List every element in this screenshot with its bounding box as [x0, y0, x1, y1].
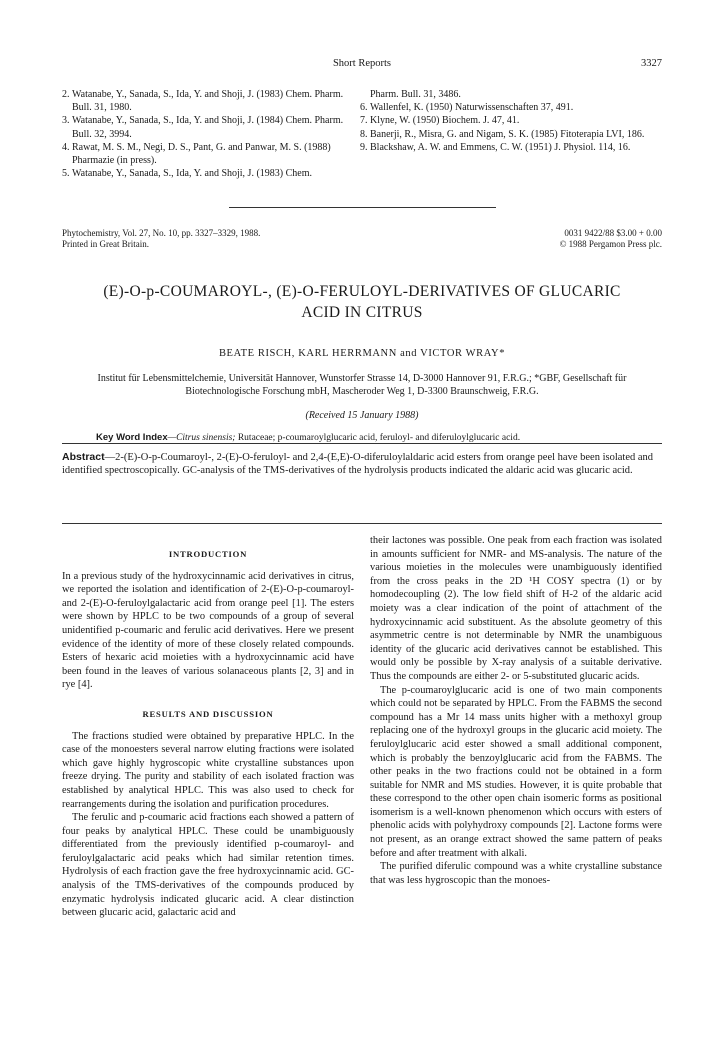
- section-divider: [229, 207, 496, 208]
- introduction-heading: INTRODUCTION: [168, 549, 248, 559]
- results-paragraph: The ferulic and p-coumaric acid fractions each showed a pattern of four peaks by analytical HPLC. These could be unambiguously differentiated from the previously identified p-coumaroyl- and feruloylgalactaric acid peaks which had similar retention times. Hydrolysis of each fraction gave the free hydroxycinnamic acid. GC-analysis of the TMS-derivatives of the compounds produced by enzymatic hydrolysis indicated glucaric acid. A clear distinction between glucaric acid, galactaric acid and: [62, 812, 354, 919]
- abstract-top-rule: [62, 443, 662, 444]
- reference-item: 9. Blackshaw, A. W. and Emmens, C. W. (1951) J. Physiol. 114, 16.: [360, 141, 631, 153]
- reference-column-right: [360, 88, 652, 154]
- body-paragraph: The purified diferulic compound was a white crystalline substance that was less hygroscopic than the monoes-: [370, 861, 662, 886]
- body-paragraph: their lactones was possible. One peak from each fraction was isolated in amounts sufficient for NMR- and MS-analysis. The nature of the various moieties in the molecules were unambiguously identified from the cross peaks in the 2D ¹H COSY spectra (1) or by homodecoupling (2). The low field shift of H-2 of the aldaric acid moiety was a clear indication of the point of attachment of the hydroxycinnamic acid substituent. As the absolute geometry of this asymmetric centre is not determinable by NMR the unambiguous identity of the glucaric acid derivatives cannot be established. This would only be possible by X-ray analysis of a suitable derivative. Thus the compounds are either 2- or 5-substituted glucaric acids.: [370, 535, 662, 682]
- article-title: (E)-O-p-COUMAROYL-, (E)-O-FERULOYL-DERIVATIVES OF GLUCARIC ACID IN CITRUS: [103, 283, 621, 321]
- running-title: Short Reports: [332, 58, 392, 69]
- reference-item: 6. Wallenfel, K. (1950) Naturwissenschaften 37, 491.: [360, 102, 574, 114]
- keywords-label: Key Word Index: [96, 432, 168, 443]
- abstract-label: Abstract: [62, 451, 105, 463]
- results-heading: RESULTS AND DISCUSSION: [142, 708, 274, 719]
- reference-item: 7. Klyne, W. (1950) Biochem. J. 47, 41.: [360, 115, 520, 127]
- journal-info: [62, 228, 662, 252]
- reference-item: Pharm. Bull. 31, 3486.: [370, 89, 461, 100]
- reference-item: 4. Rawat, M. S. M., Negi, D. S., Pant, G. and Panwar, M. S. (1988) Pharmazie (in press).: [62, 141, 331, 167]
- article-authors: BEATE RISCH, KARL HERRMANN and VICTOR WRAY*: [218, 348, 506, 359]
- introduction-paragraph: In a previous study of the hydroxycinnamic acid derivatives in citrus, we reported the isolation and identification of 2-(E)-O-p-coumaroyl- and 2-(E)-O-feruloylgalactaric acid from orange peel [1]. The esters were shown by HPLC to be two compounds of a group of several unidentified p-coumaric and ferulic acid derivatives. Here we present evidence of the identity of more of these closely related compounds. Esters of hexaric acid moieties with a hydroxycinnamic acid have been found in the leaves of various solanaceous plants [2, 3] and in rye [4].: [62, 570, 354, 691]
- abstract-bottom-rule: [62, 523, 662, 524]
- keywords-species: —Citrus sinensis;: [167, 433, 236, 443]
- keyword-index: [96, 432, 636, 443]
- abstract-text: —2-(E)-O-p-Coumaroyl-, 2-(E)-O-feruloyl- and 2,4-(E,E)-O-diferuloylaldaric acid esters from orange peel have been isolated and identified spectroscopically. GC-analysis of the TMS-derivatives of the hydrolysis products indicated the aldaric acid was glucaric acid.: [62, 452, 654, 477]
- running-head: [62, 58, 662, 74]
- reference-item: 3. Watanabe, Y., Sanada, S., Ida, Y. and Shoji, J. (1984) Chem. Pharm. Bull. 32, 3994.: [62, 115, 344, 140]
- journal-copyright: 0031 9422/88 $3.00 + 0.00 © 1988 Pergamon Press plc.: [559, 228, 662, 249]
- journal-citation: Phytochemistry, Vol. 27, No. 10, pp. 3327–3329, 1988. Printed in Great Britain.: [62, 228, 261, 249]
- received-date: (Received 15 January 1988): [305, 410, 419, 421]
- article-affiliation: Institut für Lebensmittelchemie, Universität Hannover, Wunstorfer Strasse 14, D-3000 Hannover 91, F.R.G.; *GBF, Gesellschaft für Biotechnologische Forschung mbH, Mascheroder Weg 1, D-3300 Braunschweig, F.R.G.: [97, 373, 627, 397]
- keywords-rest: Rutaceae; p-coumaroylglucaric acid, feruloyl- and diferuloylglucaric acid.: [235, 433, 521, 443]
- body-column-left: [62, 548, 354, 920]
- results-paragraph: The fractions studied were obtained by preparative HPLC. In the case of the monoesters several narrow eluting fractions were isolated which gave highly hygroscopic white crystalline substances upon freeze drying. The purity and stability of each isolated fraction was established by analytical HPLC. This was also used to check for rearrangements during the isolation and purification procedures.: [62, 730, 354, 810]
- reference-item: 5. Watanabe, Y., Sanada, S., Ida, Y. and Shoji, J. (1983) Chem.: [62, 168, 312, 180]
- reference-item: 2. Watanabe, Y., Sanada, S., Ida, Y. and Shoji, J. (1983) Chem. Pharm. Bull. 31, 1980.: [62, 89, 344, 114]
- abstract: [62, 451, 662, 478]
- reference-column-left: [62, 88, 354, 180]
- page-number: 3327: [641, 58, 662, 69]
- reference-item: 8. Banerji, R., Misra, G. and Nigam, S. K. (1985) Fitoterapia LVI, 186.: [360, 128, 645, 140]
- body-column-right: [370, 534, 662, 887]
- body-paragraph: The p-coumaroylglucaric acid is one of two main components which could not be separated by HPLC. From the FABMS the second compound has a Mr 14 mass units higher with a methoxyl group replacing one of the hydroxyl groups in the glucaric acid moiety. The feruloylglucaric acid ester showed a small additional component, which is probably the benzoylglucaric acid from the FABMS. The other peaks in the two fractions could not be obtained in a form suitable for NMR and MS studies. However, it is quite probable that these correspond to the other open chain isomeric forms as positional isomerism is a well-known phenomenon which occurs with esters of phenolic acids with polyhydroxy compounds [2]. Lactone forms were not present, as an orange extract showed the same pattern of peaks before and after treatment with alkali.: [370, 684, 662, 859]
